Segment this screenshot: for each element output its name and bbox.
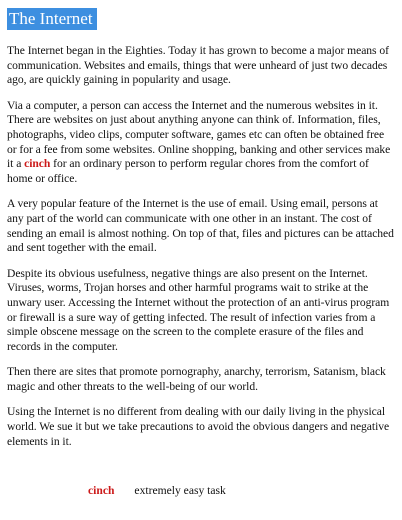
- paragraph-3: A very popular feature of the Internet is the use of email. Using email, persons at any part of the world can communicate with one other in an instant. The cost of sending an email is almost nothing. On top of that, files and pictures can be attached and sent together with the email.: [7, 197, 394, 255]
- glossary-entry: [88, 484, 226, 498]
- paragraph-1: The Internet began in the Eighties. Today it has grown to become a major means of communication. Websites and emails, things that were unheard of just two decades ago, are quickly gaining in popularity and usage.: [7, 44, 389, 87]
- glossary-definition: extremely easy task: [134, 484, 226, 497]
- paragraph-2-text-before: Via a computer, a person can access the Internet and the numerous websites in it. There are websites on just about anything anyone can think of. Information, files, photographs, video clips, computer software, games etc can often be obtained free or for a fee from some websites. Online shopping, banking and other services make it a: [7, 98, 391, 171]
- keyword-highlight: cinch: [24, 157, 51, 171]
- glossary-term: cinch: [88, 484, 115, 497]
- paragraph-5: Then there are sites that promote pornography, anarchy, terrorism, Satanism, black magic and other threats to the well-being of our world.: [7, 365, 386, 393]
- article-title: The Internet: [7, 8, 97, 30]
- paragraph-2: [7, 99, 395, 187]
- paragraph-6: Using the Internet is no different from dealing with our daily living in the physical world. We sue it but we take precautions to avoid the obvious dangers and negative elements in it.: [7, 405, 390, 448]
- paragraph-2-text-after: for an ordinary person to perform regular chores from the comfort of home or office.: [7, 157, 369, 185]
- paragraph-4: Despite its obvious usefulness, negative things are also present on the Internet. Viruses, worms, Trojan horses and other harmful programs wait to strike at the unwary user. Accessing the Internet without the protection of an anti-virus program or firewall is a sure way of getting infected. The result of infection varies from a simple obscene message on the screen to the complete erasure of the files and records in the computer.: [7, 266, 390, 353]
